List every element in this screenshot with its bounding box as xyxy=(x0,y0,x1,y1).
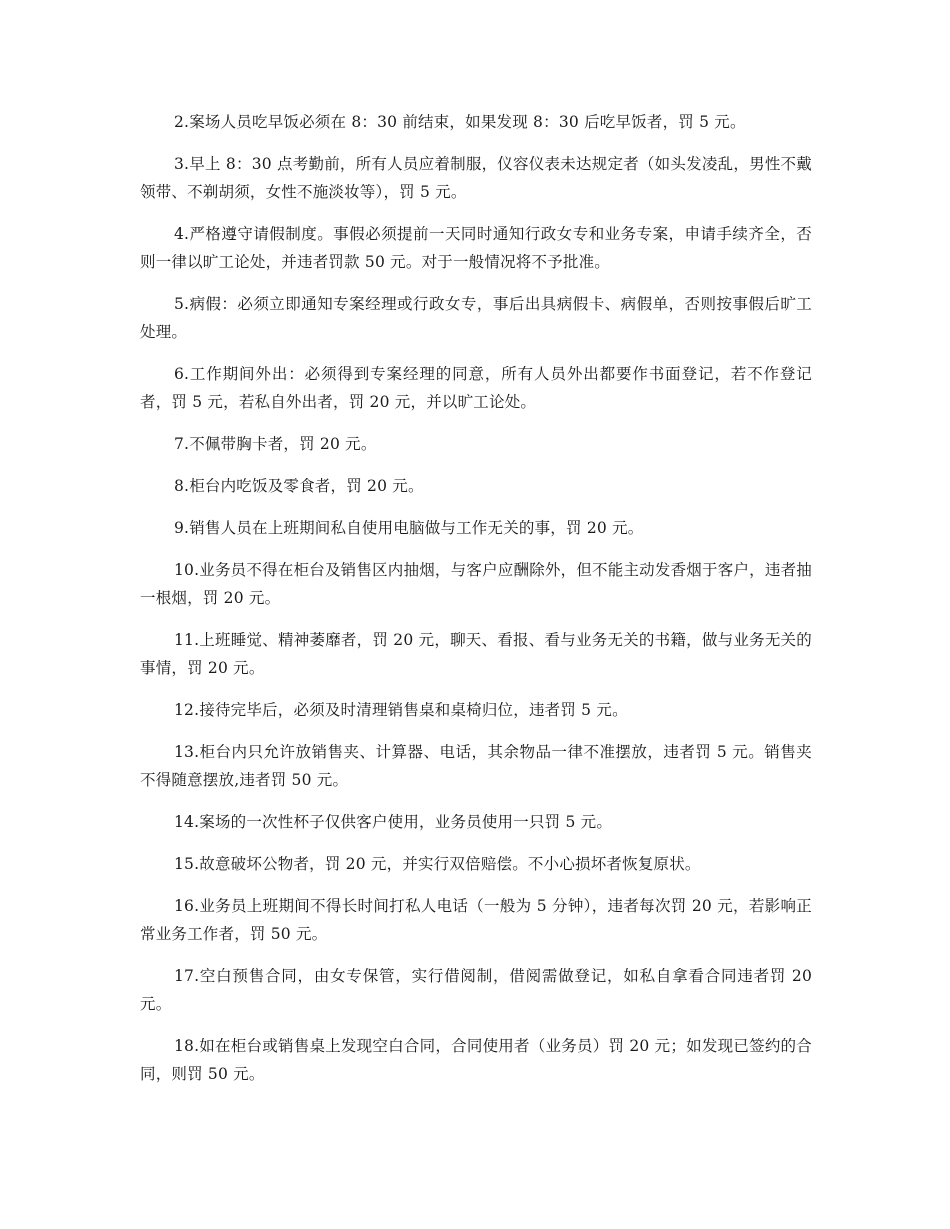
rule-paragraph-14: 14.案场的一次性杯子仅供客户使用，业务员使用一只罚 5 元。 xyxy=(174,813,613,831)
rule-paragraph-13: 13.柜台内只允许放销售夹、计算器、电话，其余物品一律不准摆放，违者罚 5 元。销售夹不得随意摆放,违者罚 50 元。 xyxy=(140,743,812,789)
rule-paragraph-2: 2.案场人员吃早饭必须在 8：30 前结束，如果发现 8：30 后吃早饭者，罚 5 元。 xyxy=(174,113,746,131)
rule-paragraph-18: 18.如在柜台或销售桌上发现空白合同，合同使用者（业务员）罚 20 元；如发现已签约的合同，则罚 50 元。 xyxy=(140,1037,812,1083)
rule-paragraph-7: 7.不佩带胸卡者，罚 20 元。 xyxy=(174,435,377,453)
rule-paragraph-4: 4.严格遵守请假制度。事假必须提前一天同时通知行政女专和业务专案，申请手续齐全，否则一律以旷工论处，并违者罚款 50 元。对于一般情况将不予批准。 xyxy=(140,225,812,271)
rule-paragraph-17: 17.空白预售合同，由女专保管，实行借阅制，借阅需做登记，如私自拿看合同违者罚 20 元。 xyxy=(140,967,812,1013)
rule-paragraph-3: 3.早上 8：30 点考勤前，所有人员应着制服，仪容仪表未达规定者（如头发凌乱，男性不戴领带、不剃胡须，女性不施淡妆等），罚 5 元。 xyxy=(140,155,812,201)
rule-paragraph-15: 15.故意破坏公物者，罚 20 元，并实行双倍赔偿。不小心损坏者恢复原状。 xyxy=(174,855,701,873)
rule-paragraph-9: 9.销售人员在上班期间私自使用电脑做与工作无关的事，罚 20 元。 xyxy=(174,519,644,537)
rule-paragraph-6: 6.工作期间外出：必须得到专案经理的同意，所有人员外出都要作书面登记，若不作登记者，罚 5 元，若私自外出者，罚 20 元，并以旷工论处。 xyxy=(140,365,812,411)
rule-paragraph-12: 12.接待完毕后，必须及时清理销售桌和桌椅归位，违者罚 5 元。 xyxy=(174,701,628,719)
rule-paragraph-16: 16.业务员上班期间不得长时间打私人电话（一般为 5 分钟），违者每次罚 20 元，若影响正常业务工作者，罚 50 元。 xyxy=(140,897,812,943)
rule-paragraph-11: 11.上班睡觉、精神萎靡者，罚 20 元，聊天、看报、看与业务无关的书籍，做与业务无关的事情，罚 20 元。 xyxy=(140,631,812,677)
rule-paragraph-8: 8.柜台内吃饭及零食者，罚 20 元。 xyxy=(174,477,424,495)
rule-paragraph-5: 5.病假：必须立即通知专案经理或行政女专，事后出具病假卡、病假单，否则按事假后旷工处理。 xyxy=(140,295,812,341)
document-body xyxy=(140,108,812,1102)
rule-paragraph-10: 10.业务员不得在柜台及销售区内抽烟，与客户应酬除外，但不能主动发香烟于客户，违者抽一根烟，罚 20 元。 xyxy=(140,561,812,607)
